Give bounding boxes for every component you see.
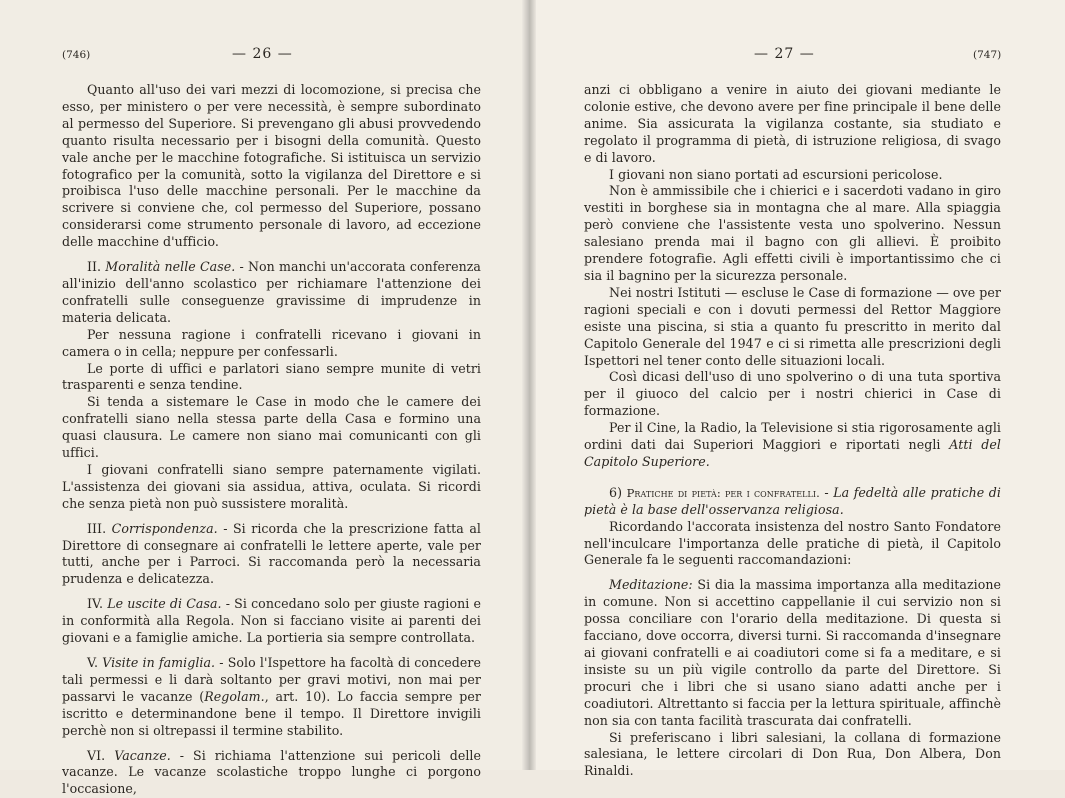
- paragraph: anzi ci obbligano a venire in aiuto dei giovani mediante le colonie estive, che devono avere per fine principale il bene delle anime. Sia assicurata la vigilanza costante, sia studiato e regolato il programma di pietà, di istruzione religiosa, di svago e di lavoro.: [584, 82, 1001, 165]
- paragraph: [584, 420, 1001, 471]
- section-title: Vacanze.: [114, 747, 171, 763]
- section-ii: [62, 259, 481, 327]
- section-text: - Si ricorda che la prescrizione fatta al Direttore di consegnare ai confratelli le lettere aperte, vale per tutti, anche per i Parroci. Si raccomanda però la necessaria prudenza e delicatezza.: [62, 520, 481, 587]
- section-title: Visite in famiglia.: [102, 655, 216, 670]
- paragraph: Le porte di uffici e parlatori siano sempre munite di vetri trasparenti e senza tendine.: [62, 360, 481, 393]
- section-vi: [62, 748, 481, 798]
- right-marginal-number: (747): [973, 49, 1002, 61]
- section-reference: Regolam.: [204, 688, 265, 704]
- paragraph: I giovani non siano portati ad escursioni pericolose.: [609, 166, 943, 182]
- right-page-text: [584, 82, 1001, 780]
- paragraph-text: Per il Cine, la Radio, la Televisione si stia rigorosamente agli ordini dati dai Superiori Maggiori e riportati negli: [584, 420, 1001, 453]
- paragraph: Quanto all'uso dei vari mezzi di locomozione, si precisa che esso, per ministero o per vere necessità, è sempre subordinato al permesso del Superiore. Si prevengano gli abusi provvedendo quanto risulta necessario per i bisogni della comunità. Questo vale anche per le macchine fotografiche. Si istituisca un servizio fotografico per la comunità, sotto la vigilanza del Direttore e si proibisca l'uso delle macchine personali. Per le macchine da scrivere si conviene che, col permesso del Superiore, possano considerarsi come strumento personale di lavoro, ad eccezione delle macchine d'ufficio.: [62, 82, 481, 250]
- section-text: , art. 10). Lo faccia sempre per iscritto e determinandone bene il tempo. Il Direttore invigili perchè non si oltrepassi il termine stabilito.: [62, 688, 481, 738]
- section-label: VI.: [87, 747, 106, 763]
- paragraph: Così dicasi dell'uso di uno spolverino o di una tuta sportiva per il giuoco del calcio per i nostri chierici in Case di formazione.: [584, 369, 1001, 419]
- meditation-title: Meditazione:: [609, 577, 693, 593]
- paragraph-reference: Atti del Capitolo Superiore.: [584, 437, 1002, 469]
- section-dash: -: [819, 484, 834, 500]
- section-subtitle: La fedeltà alle pratiche di pietà è la base dell'osservanza religiosa.: [584, 484, 1001, 517]
- section-label: II.: [87, 259, 102, 275]
- section-title: Pratiche di pietà: per i confratelli.: [626, 485, 820, 500]
- section-text: - Solo l'Ispettore ha facoltà di concedere tali permessi e li darà soltanto per gravi motivi, non mai per passarvi le vacanze (: [62, 655, 481, 704]
- left-page-number: — 26 —: [232, 46, 293, 62]
- section-iii: [62, 521, 481, 589]
- meditation-text: Si dia la massima importanza alla meditazione in comune. Non si accettino cappellanie il cui servizio non si possa conciliare con l'orario della meditazione. Di questa si facciano, dove occorra, diversi turni. Si raccomanda d'insegnare ai giovani confratelli e ai coadiutori come si fa a meditare, e si insiste su un più vigile controllo da parte del Direttore. Si procuri che i libri che si usano siano adatti anche per i coadiutori. Altrettanto si faccia per la lettura spirituale, affinchè non sia con tanta facilità trascurata dai confratelli.: [584, 577, 1001, 728]
- section-label: V.: [87, 655, 98, 670]
- section-6-heading: [584, 485, 1001, 519]
- paragraph: Ricordando l'accorata insistenza del nostro Santo Fondatore nell'inculcare l'importanza delle pratiche di pietà, il Capitolo Generale fa le seguenti raccomandazioni:: [584, 518, 1001, 568]
- left-page-text: [62, 82, 481, 798]
- section-label: III.: [87, 520, 107, 536]
- paragraph: Si preferiscano i libri salesiani, la collana di formazione salesiana, le lettere circolari di Don Rua, Don Albera, Don Rinaldi.: [584, 729, 1001, 779]
- left-page: [0, 0, 522, 797]
- meditation-paragraph: [584, 577, 1001, 729]
- right-page: [536, 0, 1065, 779]
- section-title: Corrispondenza.: [111, 520, 218, 536]
- paragraph: Per nessuna ragione i confratelli ricevano i giovani in camera o in cella; neppure per confessarli.: [62, 326, 481, 359]
- paragraph: Nei nostri Istituti — escluse le Case di formazione — ove per ragioni speciali e con i dovuti permessi del Rettor Maggiore esiste una piscina, si stia a quanto fu prescritto in merito dal Capitolo Generale del 1947 e ci si rimetta alle prescrizioni degli Ispettori nel tener conto delle situazioni locali.: [584, 284, 1001, 368]
- left-marginal-number: (746): [62, 49, 91, 61]
- section-text: - Si concedano solo per giuste ragioni e in conformità alla Regola. Non si facciano visite ai parenti dei giovani e a famiglie amiche. La portieria sia sempre controllata.: [62, 596, 481, 646]
- section-text: - Non manchi un'accorata conferenza all'inizio dell'anno scolastico per richiamare l'attenzione dei confratelli sulle conseguenze gravissime di imprudenze in materia delicata.: [62, 259, 481, 325]
- paragraph: Si tenda a sistemare le Case in modo che le camere dei confratelli siano nella stessa parte della Casa e formino una quasi clausura. Le camere non siano mai comunicanti con gli uffici.: [62, 394, 481, 461]
- section-v: [62, 655, 481, 740]
- section-text: - Si richiama l'attenzione sui pericoli delle vacanze. Le vacanze scolastiche troppo lunghe ci porgono l'occasione,: [62, 747, 481, 797]
- section-title: Le uscite di Casa.: [107, 596, 222, 612]
- book-gutter: [522, 0, 536, 770]
- section-title: Moralità nelle Case.: [105, 259, 236, 275]
- paragraph: Non è ammissibile che i chierici e i sacerdoti vadano in giro vestiti in borghese sia in montagna che al mare. Alla spiaggia però conviene che l'assistente vesta uno spolverino. Nessun salesiano prenda mai il bagno con gli allievi. È proibito prendere fotografie. Agli effetti civili è importantissimo che ci sia il bagnino per la sicurezza personale.: [584, 183, 1001, 283]
- section-label: IV.: [87, 596, 104, 612]
- right-page-number: — 27 —: [754, 46, 815, 62]
- paragraph: I giovani confratelli siano sempre paternamente vigilati. L'assistenza dei giovani sia assidua, attiva, oculata. Si ricordi che senza pietà non può sussistere moralità.: [62, 461, 481, 511]
- section-label: 6): [609, 484, 627, 500]
- section-iv: [62, 596, 481, 647]
